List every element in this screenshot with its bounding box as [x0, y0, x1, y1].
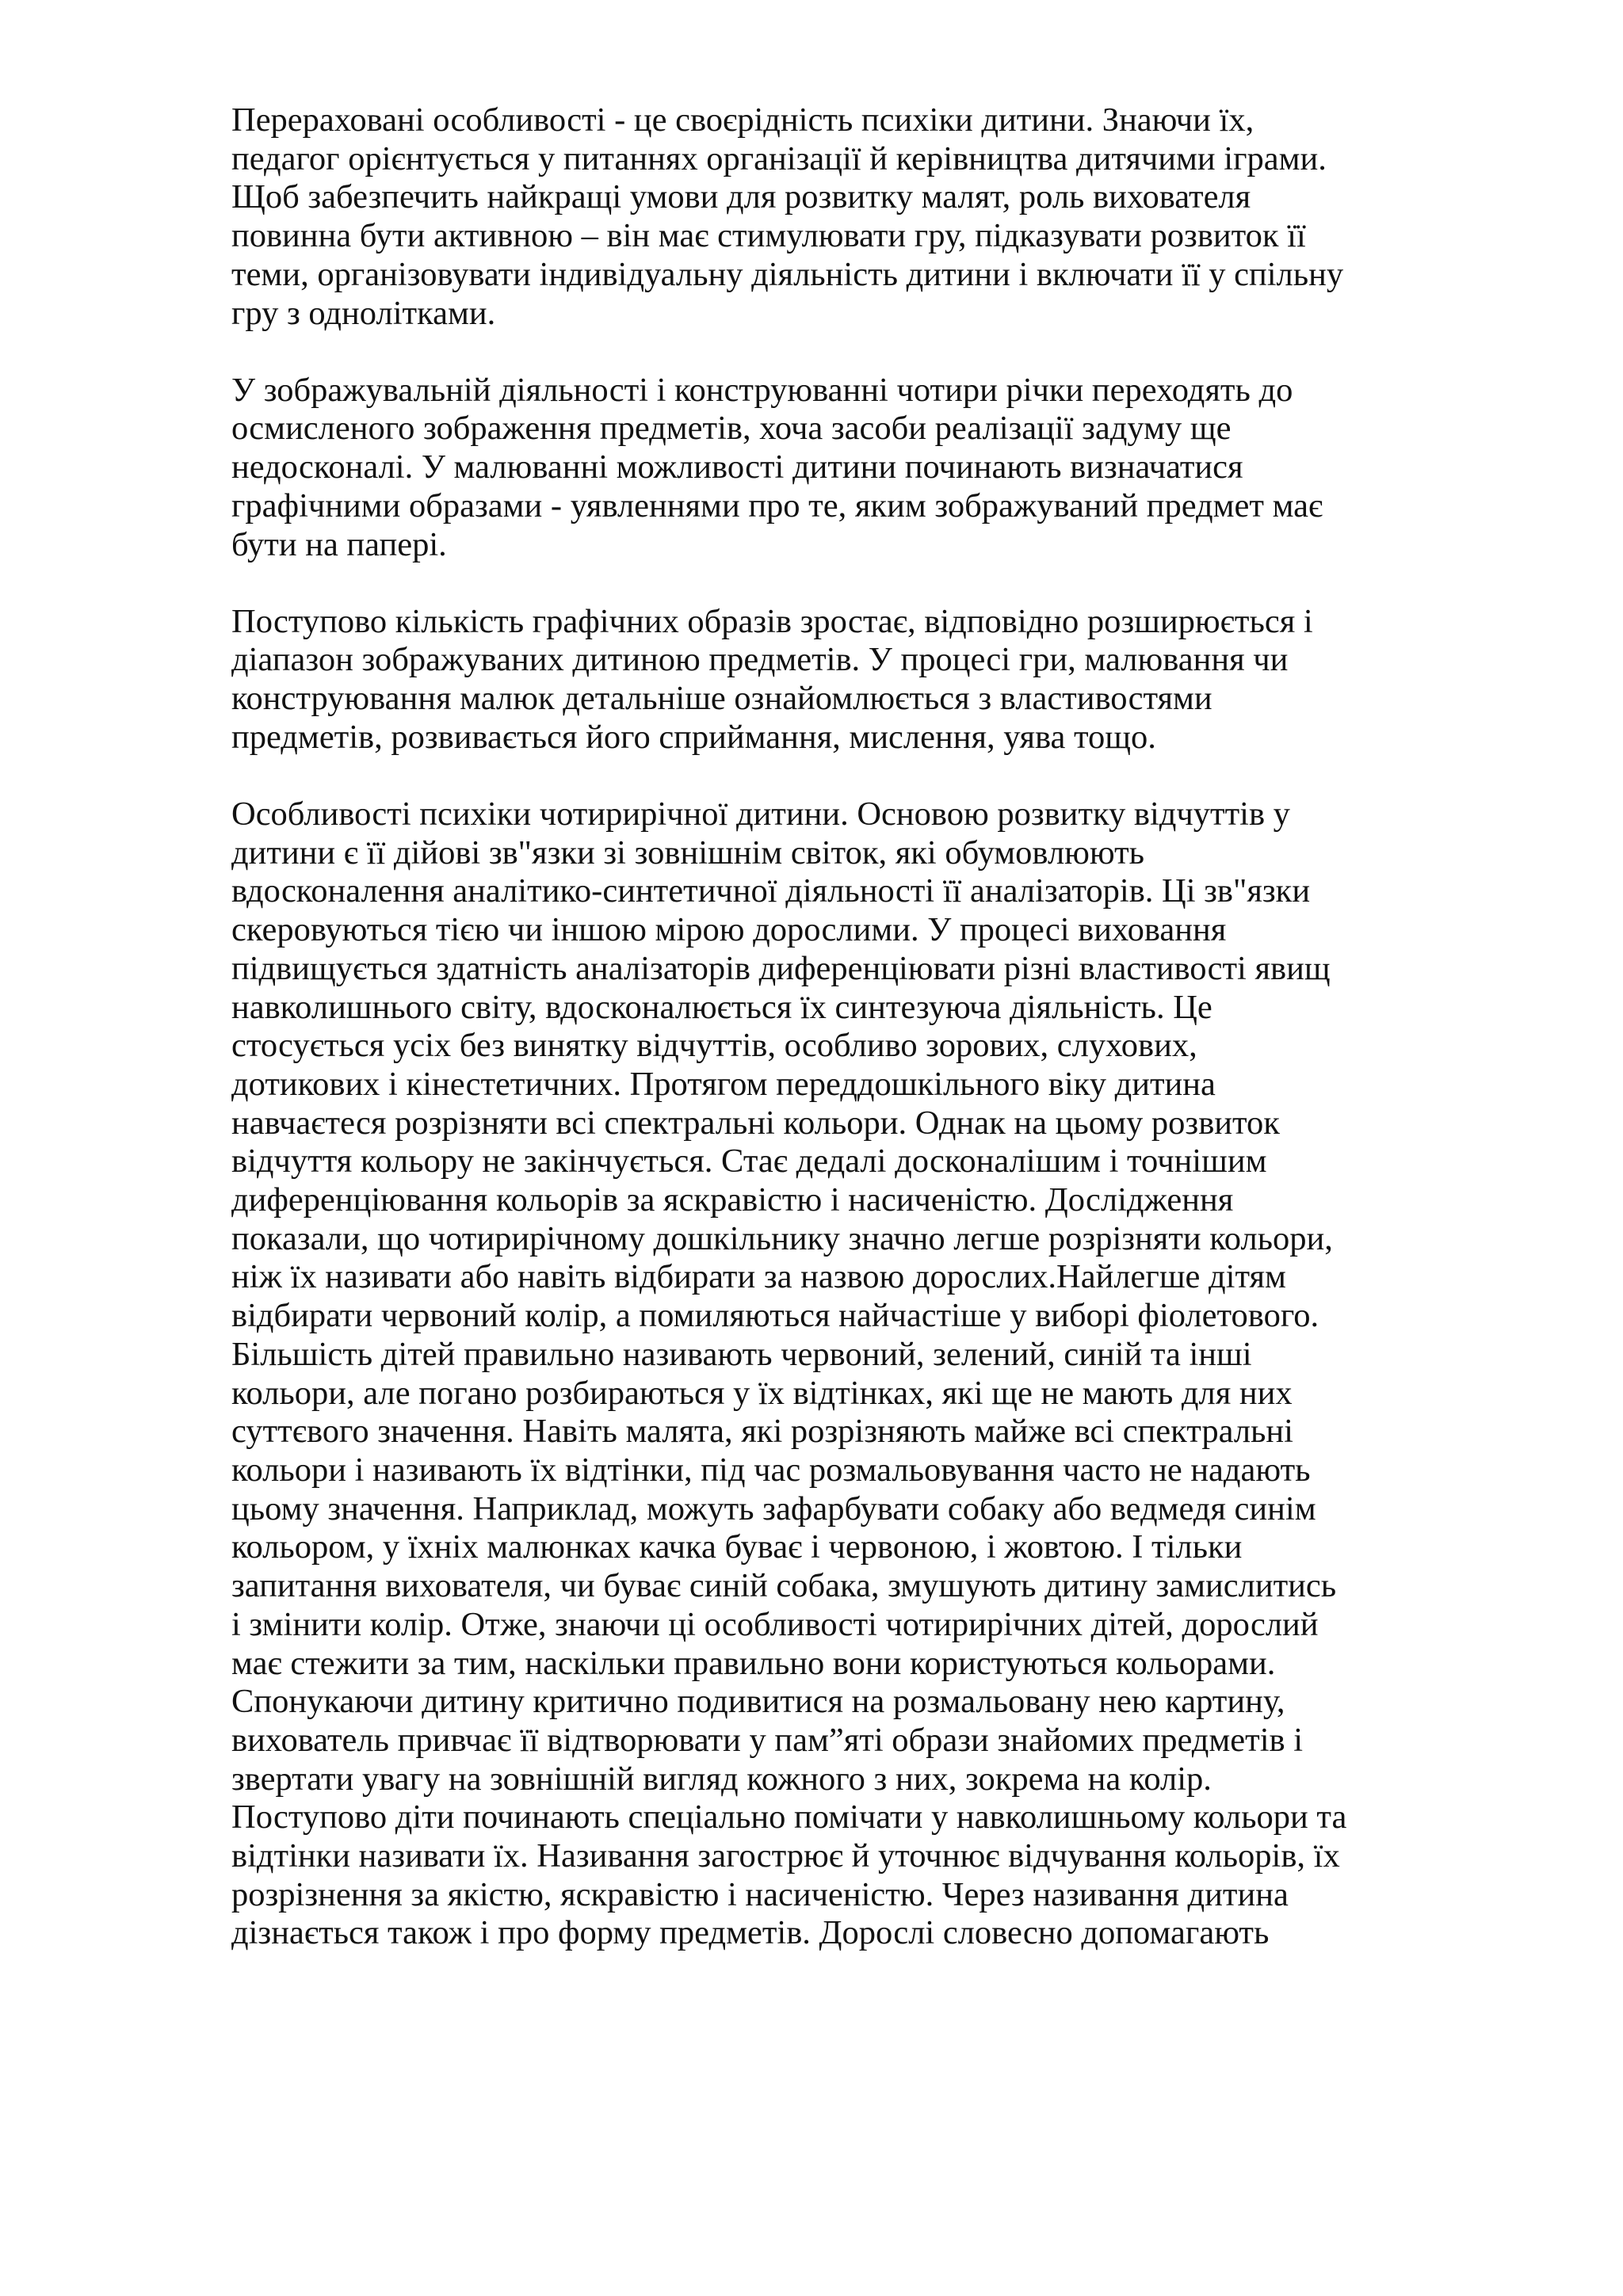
paragraph [231, 603, 1512, 757]
text-line: показали, що чотирирічному дошкільнику значно легше розрізняти кольори, [231, 1219, 1333, 1257]
text-line: і змінити колір. Отже, знаючи ці особливості чотирирічних дітей, дорослий [231, 1605, 1319, 1643]
text-line: Щоб забезпечить найкращі умови для розвитку малят, роль вихователя [231, 178, 1251, 216]
text-line: суттєвого значення. Навіть малята, які розрізняють майже всі спектральні [231, 1413, 1293, 1451]
text-line: запитання вихователя, чи буває синій собака, змушують дитину замислитись [231, 1567, 1337, 1605]
text-line: відтінки називати їх. Називання загострює й уточнює відчування кольорів, їх [231, 1837, 1340, 1875]
text-line: гру з однолітками. [231, 294, 496, 332]
text-line: осмисленого зображення предметів, хоча засоби реалізації задуму ще [231, 410, 1232, 448]
text-line: педагог орієнтується у питаннях організації й керівництва дитячими іграми. [231, 139, 1327, 177]
text-line: дитини є її дійові зв"язки зі зовнішнім світок, які обумовлюють [231, 833, 1145, 871]
text-line: вихователь привчає її відтворювати у пам”яті образи знайомих предметів і [231, 1721, 1304, 1759]
text-line: навчаєтеся розрізняти всі спектральні кольори. Однак на цьому розвиток [231, 1104, 1280, 1142]
text-line: стосується усіх без винятку відчуттів, особливо зорових, слухових, [231, 1027, 1197, 1065]
text-line: відбирати червоний колір, а помиляються найчастіше у виборі фіолетового. [231, 1297, 1319, 1335]
text-line: Особливості психіки чотирирічної дитини. Основою розвитку відчуттів у [231, 795, 1290, 833]
text-line: повинна бути активною – він має стимулювати гру, підказувати розвиток її [231, 217, 1306, 255]
text-line: бути на папері. [231, 525, 447, 563]
text-line: конструювання малюк детальніше ознайомлюється з властивостями [231, 680, 1212, 718]
text-line: звертати увагу на зовнішній вигляд кожного з них, зокрема на колір. [231, 1760, 1212, 1798]
text-line: теми, організовувати індивідуальну діяльність дитини і включати її у спільну [231, 255, 1344, 293]
text-line: Більшість дітей правильно називають червоний, зелений, синій та інші [231, 1335, 1252, 1373]
text-line: дотикових і кінестетичних. Протягом переддошкільного віку дитина [231, 1065, 1216, 1103]
text-line: цьому значення. Наприклад, можуть зафарбувати собаку або ведмедя синім [231, 1489, 1316, 1527]
text-line: Спонукаючи дитину критично подивитися на розмальовану нею картину, [231, 1683, 1285, 1721]
text-line: має стежити за тим, наскільки правильно вони користуються кольорами. [231, 1644, 1276, 1682]
text-line: відчуття кольору не закінчується. Стає дедалі досконалішим і точнішим [231, 1142, 1267, 1180]
text-line: ніж їх називати або навіть відбирати за назвою дорослих.Найлегше дітям [231, 1258, 1286, 1296]
text-line: кольори і називають їх відтінки, під час розмальовування часто не надають [231, 1451, 1311, 1489]
paragraph [231, 795, 1512, 1953]
text-line: диференціювання кольорів за яскравістю і насиченістю. Дослідження [231, 1181, 1234, 1219]
text-line: скеровуються тією чи іншою мірою дорослими. У процесі виховання [231, 911, 1227, 949]
text-line: У зображувальній діяльності і конструюванні чотири річки переходять до [231, 371, 1293, 409]
text-line: графічними образами - уявленнями про те, яким зображуваний предмет має [231, 486, 1323, 524]
text-line: Перераховані особливості - це своєрідність психіки дитини. Знаючи їх, [231, 101, 1254, 139]
paragraph [231, 372, 1512, 565]
text-line: Поступово діти починають спеціально помічати у навколишньому кольори та [231, 1798, 1347, 1836]
text-line: діапазон зображуваних дитиною предметів. У процесі гри, малювання чи [231, 641, 1289, 679]
text-line: кольором, у їхніх малюнках качка буває і червоною, і жовтою. І тільки [231, 1528, 1243, 1566]
text-line: предметів, розвивається його сприймання, мислення, уява тощо. [231, 718, 1156, 756]
text-line: вдосконалення аналітико-синтетичної діяльності її аналізаторів. Ці зв"язки [231, 872, 1311, 910]
text-line: недосконалі. У малюванні можливості дитини починають визначатися [231, 448, 1243, 486]
text-line: підвищується здатність аналізаторів диференціювати різні властивості явищ [231, 949, 1331, 987]
text-line: навколишнього світу, вдосконалюється їх синтезуюча діяльність. Це [231, 988, 1212, 1026]
text-line: дізнається також і про форму предметів. Дорослі словесно допомагають [231, 1914, 1270, 1952]
text-line: Поступово кількість графічних образів зростає, відповідно розширюється і [231, 602, 1313, 640]
text-line: розрізнення за якістю, яскравістю і насиченістю. Через називання дитина [231, 1875, 1289, 1913]
paragraph [231, 101, 1512, 333]
text-line: кольори, але погано розбираються у їх відтінках, які ще не мають для них [231, 1374, 1293, 1412]
